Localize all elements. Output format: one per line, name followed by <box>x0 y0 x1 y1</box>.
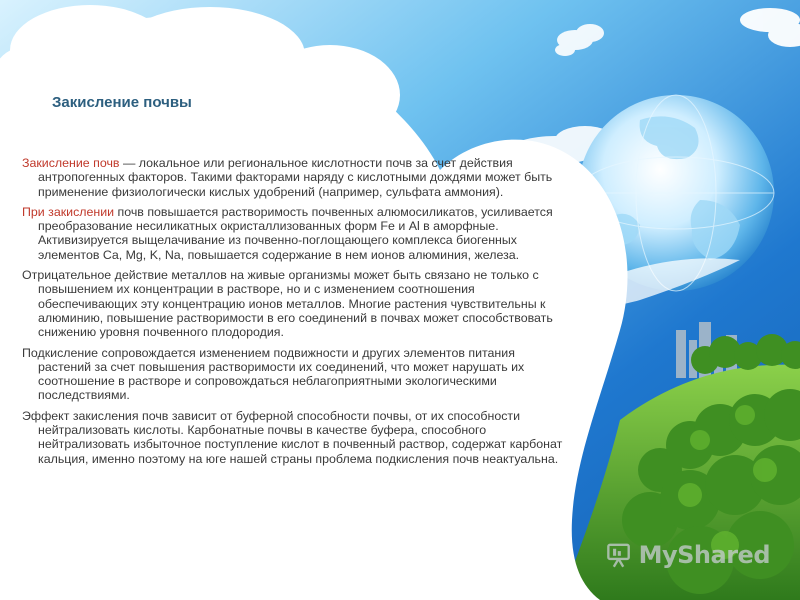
paragraph <box>22 268 567 339</box>
paragraph <box>22 346 567 403</box>
paragraph <box>22 156 567 199</box>
paragraph-text: почв повышается растворимость почвенных алюмосиликатов, усиливается преобразование несиликатных окристаллизованных форм Fe и Al в аморфные. Активизируется выщелачивание из почвенно-поглощающего комплекса биогенных элементов Ca, Mg, K, Na, повышается содержание в нем ионов алюминия, железа. <box>38 204 553 262</box>
paragraph <box>22 205 567 262</box>
slide-body <box>22 156 567 472</box>
paragraph-lead: Закисление почв <box>22 156 120 170</box>
paragraph-text: Подкисление сопровождается изменением подвижности и других элементов питания растений за счет повышения растворимости их соединений, что может нарушать их соотношение в растворе и сопровождаться неблагоприятными экологическими последствиями. <box>22 345 525 403</box>
paragraph-text: Эффект закисления почв зависит от буферной способности почвы, от их способности нейтрализовать кислоты. Карбонатные почвы в качестве буфера, способного нейтрализовать избыточное поступление кислот в почвенный раствор, содержат карбонат кальция, именно поэтому на юге нашей страны проблема подкисления почв неактуальна. <box>22 408 563 466</box>
paragraph-text: Отрицательное действие металлов на живые организмы может быть связано не только с повышением их концентрации в растворе, но и с изменением соотношения обеспечивающих эту концентрацию ионов металлов. Многие растения чувствительны к алюминию, повышение растворимости в его соединений в почвах может способствовать снижению уровня почвенного плодородия. <box>22 268 553 340</box>
presentation-board-icon <box>606 538 633 572</box>
watermark-logo <box>606 536 770 574</box>
paragraph-text: — локальное или региональное кислотности почв за счет действия антропогенных факторов. Такими факторами наряду с кислотными дождями может быть применение физиологически кислых удобрений (например, сульфата аммония). <box>38 156 553 199</box>
slide-title: Закисление почвы <box>52 94 192 111</box>
watermark-text: MyShared <box>638 541 770 569</box>
paragraph-lead: При закислении <box>22 204 115 219</box>
paragraph <box>22 409 567 466</box>
